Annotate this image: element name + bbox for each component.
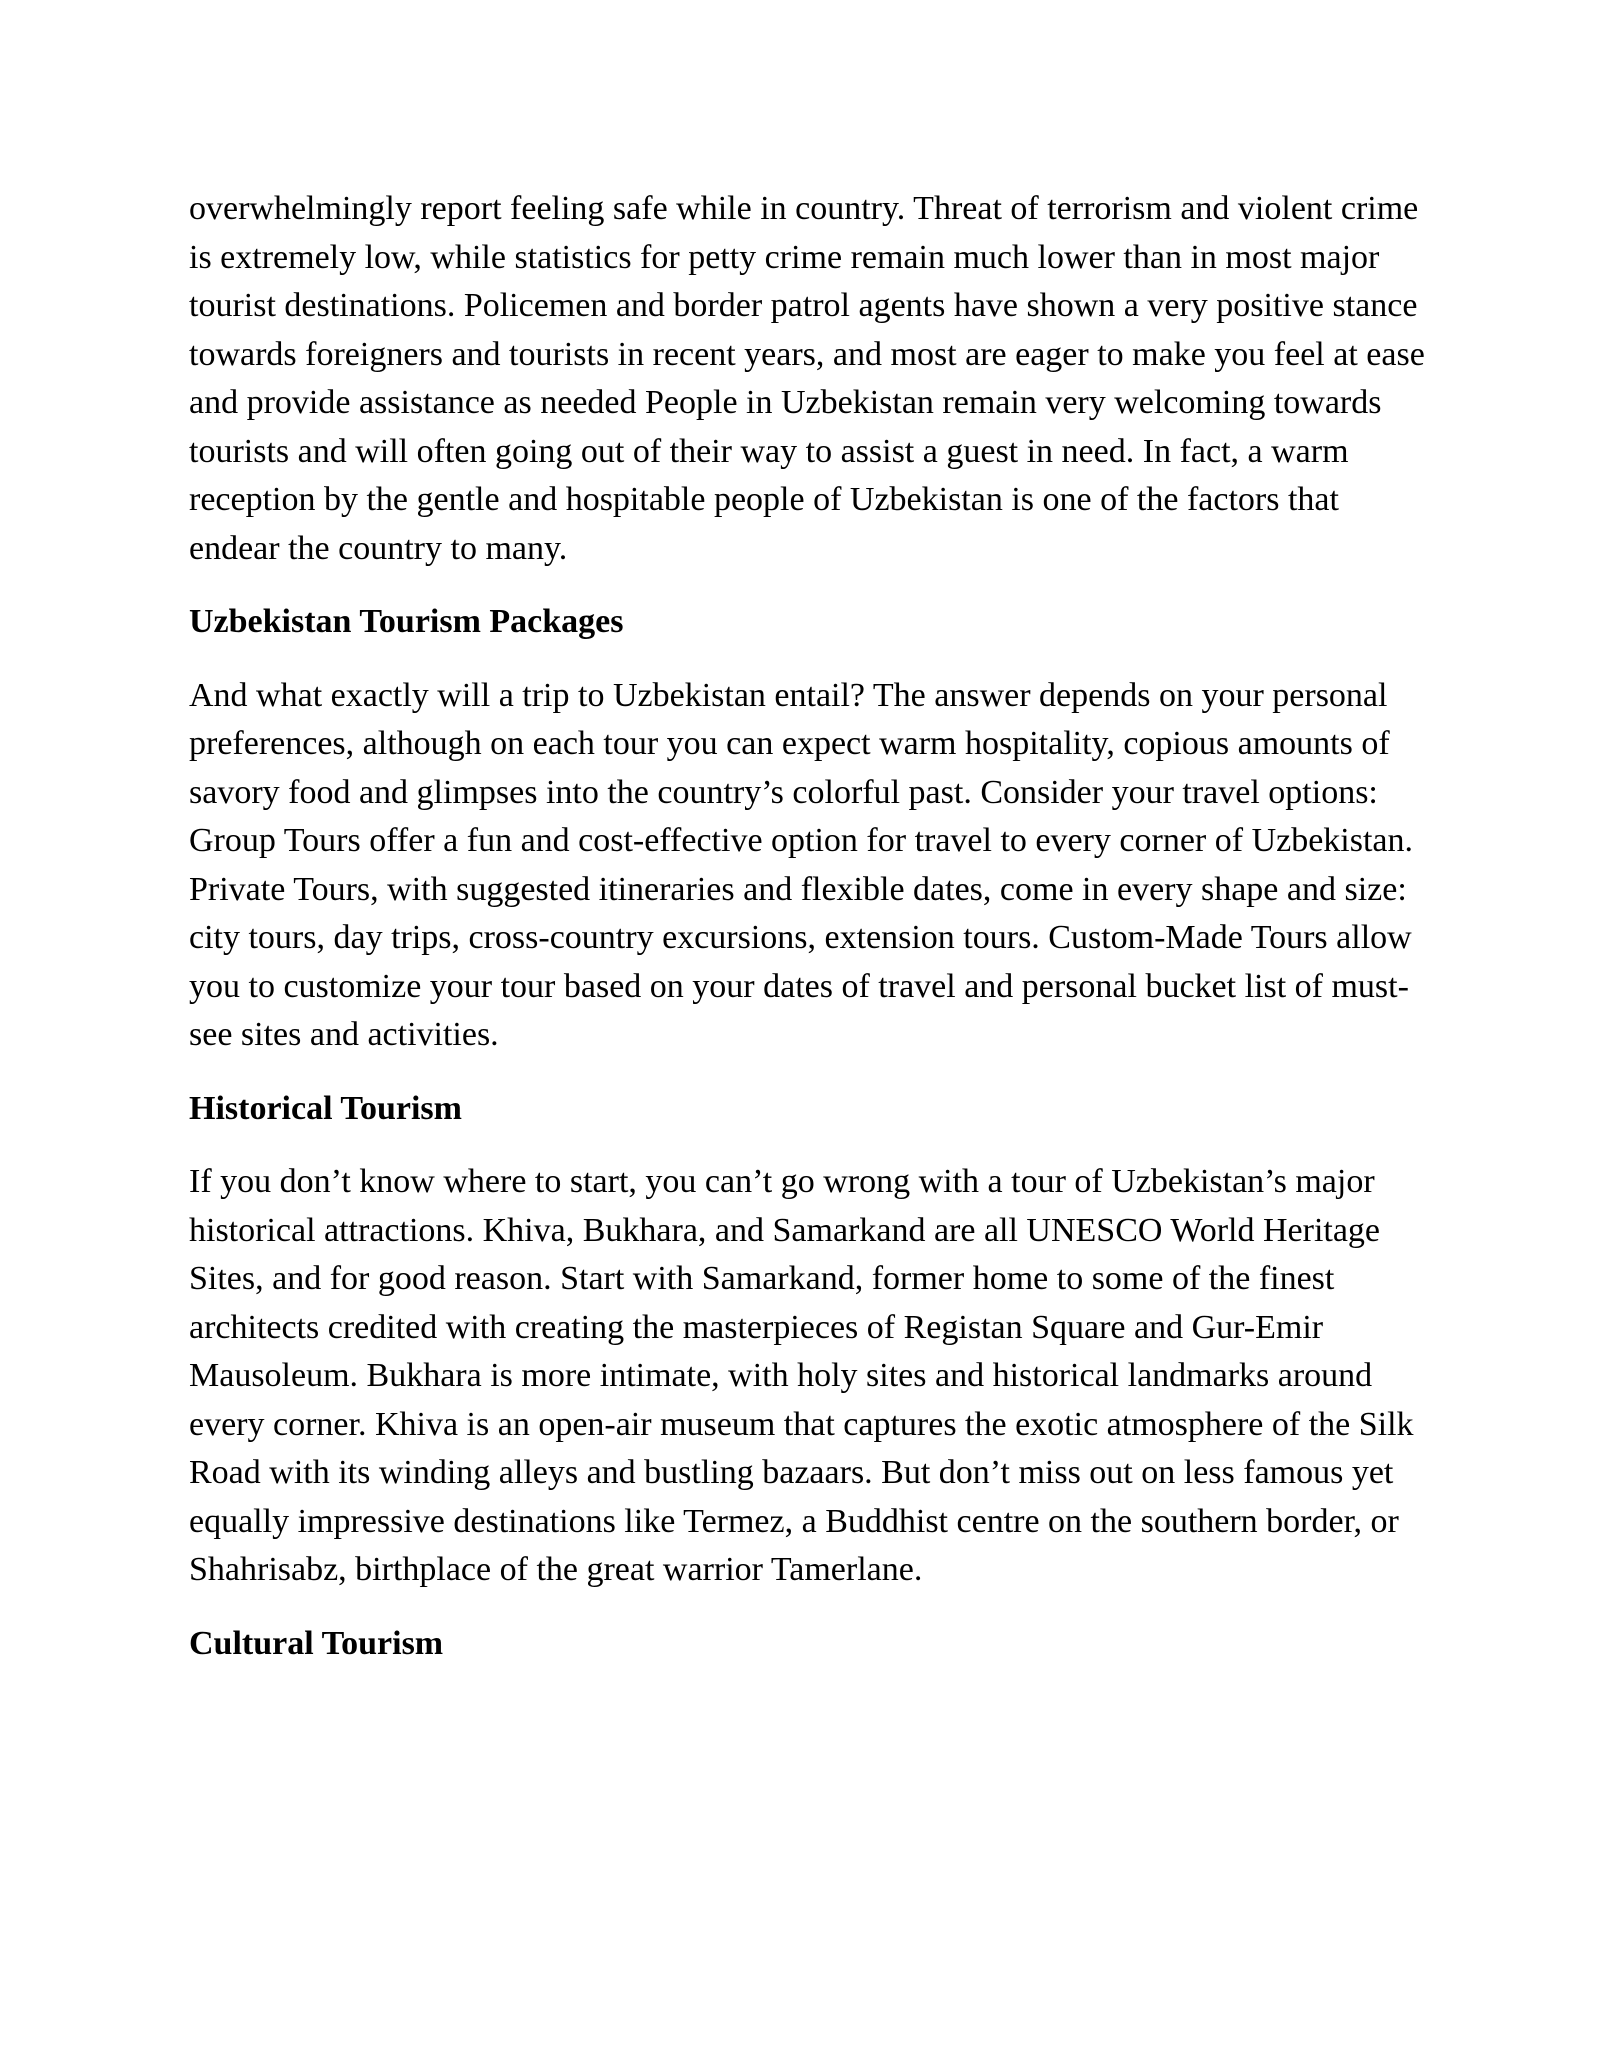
safety-paragraph: overwhelmingly report feeling safe while in country. Threat of terrorism and violent crime is extremely low, while statistics for petty crime remain much lower than in most major tourist destinations. Policemen and border patrol agents have shown a very positive stance towards foreigners and tourists in recent years, and most are eager to make you feel at ease and provide assistance as needed People in Uzbekistan remain very welcoming towards tourists and will often going out of their way to assist a guest in need. In fact, a warm reception by the gentle and hospitable people of Uzbekistan is one of the factors that endear the country to many.: [189, 190, 1425, 567]
tourism-packages-paragraph: And what exactly will a trip to Uzbekistan entail? The answer depends on your personal preferences, although on each tour you can expect warm hospitality, copious amounts of savory food and glimpses into the country’s colorful past. Consider your travel options: Group Tours offer a fun and cost-effective option for travel to every corner of Uzbekistan. Private Tours, with suggested itineraries and flexible dates, come in every shape and size: city tours, day trips, cross-country excursions, extension tours. Custom-Made Tours allow you to customize your tour based on your dates of travel and personal bucket list of must-see sites and activities.: [189, 676, 1414, 1053]
section-heading-cultural-tourism: Cultural Tourism: [189, 1624, 444, 1662]
historical-tourism-paragraph: If you don’t know where to start, you can’t go wrong with a tour of Uzbekistan’s major historical attractions. Khiva, Bukhara, and Samarkand are all UNESCO World Heritage Sites, and for good reason. Start with Samarkand, former home to some of the finest architects credited with creating the masterpieces of Registan Square and Gur-Emir Mausoleum. Bukhara is more intimate, with holy sites and historical landmarks around every corner. Khiva is an open-air museum that captures the exotic atmosphere of the Silk Road with its winding alleys and bustling bazaars. But don’t miss out on less famous yet equally impressive destinations like Termez, a Buddhist centre on the southern border, or Shahrisabz, birthplace of the great warrior Tamerlane.: [189, 1163, 1414, 1588]
document-body: [189, 185, 1429, 1693]
section-heading-historical-tourism: Historical Tourism: [189, 1089, 462, 1127]
section-heading-tourism-packages: Uzbekistan Tourism Packages: [189, 603, 624, 640]
